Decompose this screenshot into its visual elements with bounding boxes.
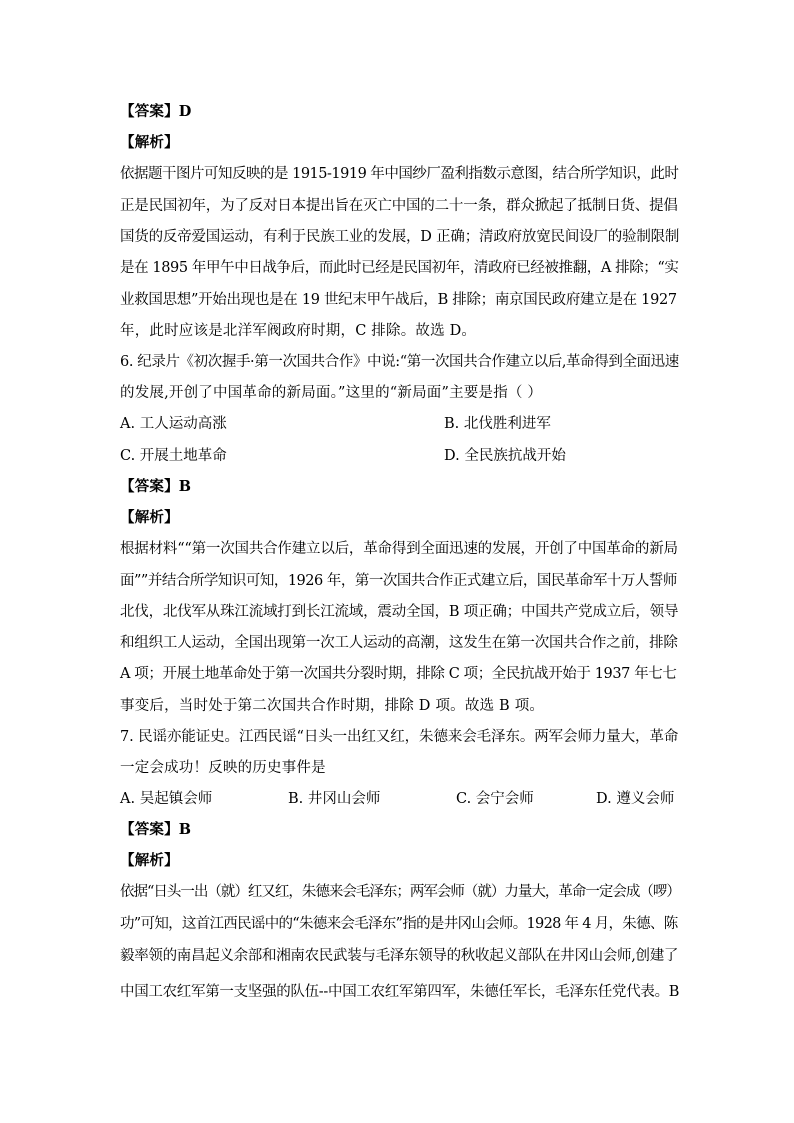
q7-stem-line: 7. 民谣亦能证史。江西民谣“日头一出红又红，朱德来会毛泽东。两军会师力量大，革命 xyxy=(120,729,679,745)
q7-stem-line: 一定会成功！反映的历史事件是 xyxy=(120,760,326,776)
q7-analysis-line: 毅率领的南昌起义余部和湘南农民武装与毛泽东领导的秋收起义部队在井冈山会师,创建了 xyxy=(120,948,679,964)
q6-option-c: C. 开展土地革命 xyxy=(120,448,227,464)
q6-option-a: A. 工人运动高涨 xyxy=(120,416,227,432)
q6-answer: 【答案】B xyxy=(120,478,192,495)
q6-analysis-line: A 项；开展土地革命处于第一次国共分裂时期，排除 C 项；全民抗战开始于 1937 年七七 xyxy=(120,666,677,682)
q5-answer: 【答案】D xyxy=(120,103,192,120)
q7-analysis-line: 中国工农红军第一支坚强的队伍--中国工农红军第四军，朱德任军长，毛泽东任党代表。B xyxy=(120,984,680,1000)
q7-option-a: A. 吴起镇会师 xyxy=(120,791,213,807)
q6-analysis-label: 【解析】 xyxy=(120,509,179,526)
q6-analysis-line: 和组织工人运动，全国出现第一次工人运动的高潮，这发生在第一次国共合作之前，排除 xyxy=(120,635,678,651)
q5-analysis-line: 依据题干图片可知反映的是 1915-1919 年中国纱厂盈利指数示意图，结合所学知识，此时 xyxy=(120,166,679,182)
q7-answer: 【答案】B xyxy=(120,821,192,838)
q5-analysis-line: 是在 1895 年甲午中日战争后，而此时已经是民国初年，清政府已经被推翻，A 排除；“实 xyxy=(120,260,679,276)
q5-analysis-line: 国货的反帝爱国运动，有利于民族工业的发展，D 正确；清政府放宽民间设厂的验制限制 xyxy=(120,229,680,245)
q6-analysis-line: 事变后，当时处于第二次国共合作时期，排除 D 项。故选 B 项。 xyxy=(120,698,545,714)
q5-analysis-line: 正是民国初年，为了反对日本提出旨在灭亡中国的二十一条，群众掀起了抵制日货、提倡 xyxy=(120,198,678,214)
q7-analysis-line: 依据“日头一出（就）红又红，朱德来会毛泽东；两军会师（就）力量大，革命一定会成（啰） xyxy=(120,884,680,900)
q7-option-d: D. 遵义会师 xyxy=(596,791,675,807)
q6-analysis-line: 北伐，北伐军从珠江流域打到长江流域，震动全国，B 项正确；中国共产党成立后，领导 xyxy=(120,604,679,620)
q5-analysis-label: 【解析】 xyxy=(120,134,179,151)
q6-option-b: B. 北伐胜利进军 xyxy=(444,416,551,432)
q7-analysis-line: 功”可知，这首江西民谣中的“朱德来会毛泽东”指的是井冈山会师。1928 年 4 月，朱德、陈 xyxy=(120,916,678,932)
q6-analysis-line: 面””并结合所学知识可知，1926 年，第一次国共合作正式建立后，国民革命军十万人誓师 xyxy=(120,573,677,589)
q6-option-d: D. 全民族抗战开始 xyxy=(444,448,566,464)
q7-option-c: C. 会宁会师 xyxy=(456,791,534,807)
q6-stem-line: 的发展,开创了中国革命的新局面。”这里的“新局面”主要是指（ ） xyxy=(120,385,543,401)
q6-stem-line: 6. 纪录片《初次握手·第一次国共合作》中说:“第一次国共合作建立以后,革命得到全面迅速 xyxy=(120,354,679,370)
q7-option-b: B. 井冈山会师 xyxy=(288,791,381,807)
q7-analysis-label: 【解析】 xyxy=(120,852,179,869)
q5-analysis-line: 年，此时应该是北洋军阀政府时期，C 排除。故选 D。 xyxy=(120,323,477,339)
q5-analysis-line: 业救国思想”开始出现也是在 19 世纪末甲午战后，B 排除；南京国民政府建立是在 1927 xyxy=(120,292,677,308)
q6-analysis-line: 根据材料““第一次国共合作建立以后，革命得到全面迅速的发展，开创了中国革命的新局 xyxy=(120,541,678,557)
